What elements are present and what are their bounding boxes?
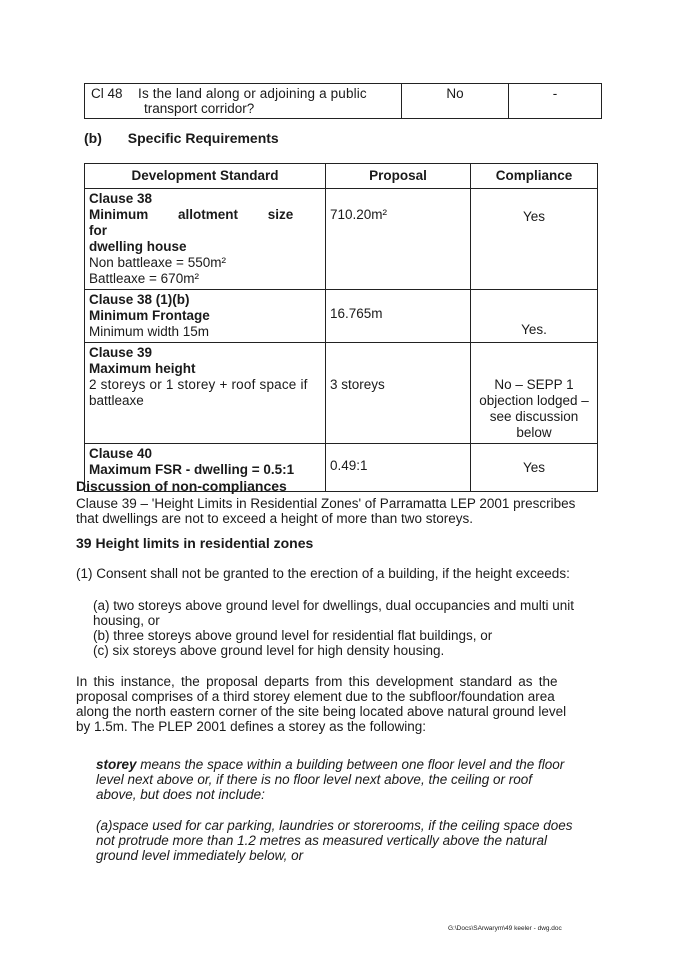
table-row xyxy=(85,189,598,290)
standard-cell: Clause 39 Maximum height 2 storeys or 1 storey + roof space if battleaxe xyxy=(85,343,326,444)
storey-definition: storey means the space within a building between one floor level and the floor level next above or, if there is no floor level next above, the ceiling or roof above, but does not include: xyxy=(96,757,565,802)
standard-cell: Clause 40 Maximum FSR - dwelling = 0.5:1 xyxy=(85,444,326,492)
table-row xyxy=(85,343,598,444)
proposal-cell: 710.20m² xyxy=(326,189,471,290)
clause-39-list xyxy=(93,598,593,658)
transport-answer: No xyxy=(446,86,464,101)
header-development-standard: Development Standard xyxy=(85,164,326,189)
storey-exclusion-a: (a)space used for car parking, laundries or storerooms, if the ceiling space does not protrude more than 1.2 metres as measured vertically above the natural ground level immediately below, or xyxy=(96,818,573,863)
compliance-cell: No – SEPP 1 objection lodged – see discussion below xyxy=(471,343,598,444)
standard-cell: Clause 38 (1)(b) Minimum Frontage Minimum width 15m xyxy=(85,290,326,343)
compliance-cell: Yes. xyxy=(471,290,598,343)
proposal-cell: 16.765m xyxy=(326,290,471,343)
header-proposal: Proposal xyxy=(326,164,471,189)
list-item: (a) two storeys above ground level for dwellings, dual occupancies and multi unit xyxy=(93,598,575,613)
transport-compliance-cell xyxy=(509,84,602,119)
discussion-heading: Discussion of non-compliances xyxy=(76,478,287,494)
list-item-continuation: housing, or xyxy=(93,613,160,628)
discussion-text: Clause 39 – 'Height Limits in Residential Zones' of Parramatta LEP 2001 prescribes that dwellings are not to exceed a height of more than two storeys. xyxy=(76,496,576,526)
section-b-title: Specific Requirements xyxy=(127,130,279,146)
section-b-heading xyxy=(84,130,279,146)
transport-question-line1: Is the land along or adjoining a public xyxy=(138,86,367,101)
proposal-cell: 0.49:1 xyxy=(326,444,471,492)
list-item: (b) three storeys above ground level for residential flat buildings, or xyxy=(93,628,493,643)
clause-39-heading: 39 Height limits in residential zones xyxy=(76,535,314,551)
clause-39-intro: (1) Consent shall not be granted to the erection of a building, if the height exceeds: xyxy=(76,566,570,581)
table-row xyxy=(85,290,598,343)
section-b-label: (b) xyxy=(84,130,102,146)
header-compliance: Compliance xyxy=(471,164,598,189)
table-header-row xyxy=(85,164,598,189)
requirements-table xyxy=(84,163,598,492)
storey-term: storey xyxy=(96,757,137,772)
clause-48-label: Cl 48 xyxy=(91,86,123,101)
proposal-cell: 3 storeys xyxy=(326,343,471,444)
footer-file-path: G:\Docs\SArwarym\49 keeler - dwg.doc xyxy=(448,925,562,932)
standard-cell: Clause 38 Minimum allotment size for dwelling house Non battleaxe = 550m² Battleaxe = 670m² xyxy=(85,189,326,290)
transport-question-cell xyxy=(85,84,402,119)
transport-question-line2: transport corridor? xyxy=(144,101,255,116)
list-item: (c) six storeys above ground level for high density housing. xyxy=(93,643,445,658)
instance-paragraph: In this instance, the proposal departs from this development standard as the proposal comprises of a third storey element due to the subfloor/foundation area along the north eastern corner of the site being located above natural ground level by 1.5m. The PLEP 2001 defines a storey as the following: xyxy=(76,674,567,734)
compliance-cell: Yes xyxy=(471,189,598,290)
compliance-cell: Yes xyxy=(471,444,598,492)
transport-answer-cell xyxy=(402,84,509,119)
transport-corridor-row xyxy=(84,83,602,119)
transport-compliance: - xyxy=(552,86,558,101)
